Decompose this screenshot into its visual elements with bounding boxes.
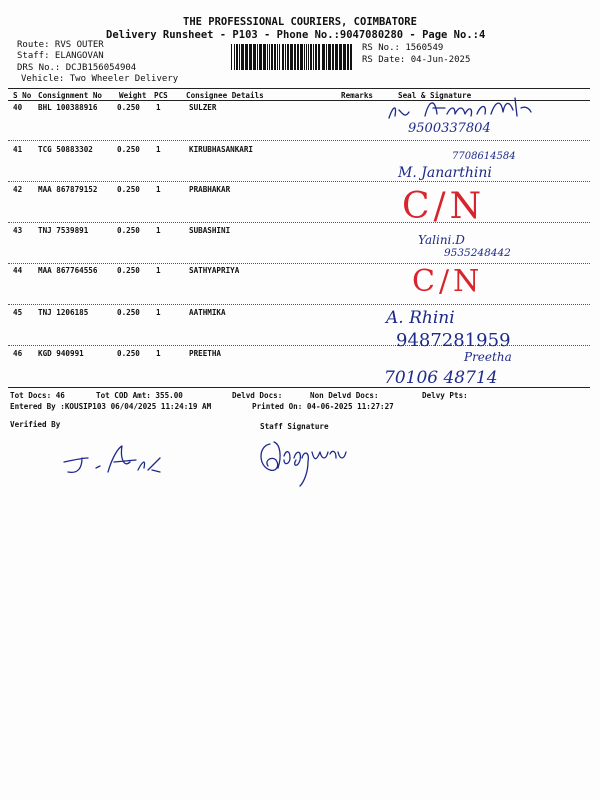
- company-title: THE PROFESSIONAL COURIERS, COIMBATORE: [183, 16, 417, 28]
- row-weight: 0.250: [117, 349, 140, 358]
- rs-date: RS Date: 04-Jun-2025: [362, 55, 471, 65]
- row-pcs: 1: [156, 103, 161, 112]
- col-pcs: PCS: [154, 91, 168, 100]
- barcode-bar: [350, 44, 352, 70]
- row-consignment: TNJ 7539891: [38, 226, 89, 235]
- row-weight: 0.250: [117, 185, 140, 194]
- col-consignment: Consignment No: [38, 91, 103, 100]
- barcode-bar: [332, 44, 334, 70]
- row-consignment: MAA 867879152: [38, 185, 98, 194]
- route-label: Route: RVS OUTER: [17, 40, 104, 50]
- row-sno: 45: [13, 308, 23, 317]
- row-weight: 0.250: [117, 145, 140, 154]
- total-docs: Tot Docs: 46: [10, 391, 65, 400]
- barcode-bar: [343, 44, 346, 70]
- row-weight: 0.250: [117, 226, 140, 235]
- row-pcs: 1: [156, 266, 161, 275]
- row-consignee: SUBASHINI: [189, 226, 231, 235]
- row-consignment: TNJ 1206185: [38, 308, 89, 317]
- row-sno: 40: [13, 103, 23, 112]
- barcode-bar: [269, 44, 270, 70]
- barcode-bar: [285, 44, 286, 70]
- row-sno: 41: [13, 145, 23, 154]
- col-remarks: Remarks: [341, 91, 374, 100]
- row-divider: [8, 140, 590, 141]
- barcode-bar: [290, 44, 293, 70]
- barcode-bar: [236, 44, 238, 70]
- barcode-bar: [274, 44, 276, 70]
- barcode-bar: [328, 44, 331, 70]
- verifier-signature: [60, 444, 170, 478]
- row-weight: 0.250: [117, 266, 140, 275]
- col-weight: Weight: [119, 91, 147, 100]
- handwritten-cn-row44: C/N: [412, 264, 484, 299]
- row-consignment: TCG 50883302: [38, 145, 93, 154]
- barcode-bar: [326, 44, 327, 70]
- runsheet-subtitle: Delivery Runsheet - P103 - Phone No.:9047080280 - Page No.:4: [106, 29, 486, 41]
- barcode-bar: [347, 44, 349, 70]
- row-weight: 0.250: [117, 308, 140, 317]
- barcode-bar: [267, 44, 268, 70]
- row-divider: [8, 263, 590, 264]
- barcode-bar: [304, 44, 305, 70]
- barcode-bar: [339, 44, 342, 70]
- staff-signature-label: Staff Signature: [260, 422, 329, 431]
- row-sno: 44: [13, 266, 23, 275]
- barcode-bar: [310, 44, 312, 70]
- delivery-points: Delvy Pts:: [422, 391, 468, 400]
- barcode-bar: [282, 44, 284, 70]
- barcode-bar: [335, 44, 338, 70]
- row-divider: [8, 181, 590, 182]
- barcode-bar: [271, 44, 273, 70]
- printed-on: Printed On: 04-06-2025 11:27:27: [252, 402, 394, 411]
- barcode-bar: [313, 44, 314, 70]
- row-consignee: PREETHA: [189, 349, 222, 358]
- verified-by-label: Verified By: [10, 420, 61, 429]
- handwritten-name-row41: M. Janarthini: [398, 165, 492, 181]
- row-consignee: AATHMIKA: [189, 308, 226, 317]
- rs-number: RS No.: 1560549: [362, 43, 444, 53]
- row-consignee: SATHYAPRIYA: [189, 266, 240, 275]
- handwritten-phone-row43: 9535248442: [444, 247, 511, 259]
- barcode-bar: [315, 44, 317, 70]
- signature-row40: [385, 96, 535, 122]
- barcode-bar: [294, 44, 296, 70]
- handwritten-name-row46: Preetha: [464, 350, 512, 364]
- barcode-bar: [249, 44, 252, 70]
- row-pcs: 1: [156, 226, 161, 235]
- staff-label: Staff: ELANGOVAN: [17, 51, 104, 61]
- table-top-rule: [8, 88, 590, 89]
- handwritten-name-row45: A. Rhini: [386, 308, 455, 328]
- row-pcs: 1: [156, 349, 161, 358]
- col-seal-signature: Seal & Signature: [398, 91, 472, 100]
- barcode-bar: [245, 44, 248, 70]
- drs-number: DRS No.: DCJB156054904: [17, 63, 137, 73]
- row-divider: [8, 304, 590, 305]
- col-consignee: Consignee Details: [186, 91, 264, 100]
- row-sno: 43: [13, 226, 23, 235]
- staff-signature: [256, 436, 348, 488]
- barcode-bar: [322, 44, 325, 70]
- barcode-bar: [306, 44, 307, 70]
- row-pcs: 1: [156, 145, 161, 154]
- barcode-bar: [259, 44, 262, 70]
- barcode-bar: [253, 44, 256, 70]
- handwritten-phone-row45: 9487281959: [396, 330, 511, 351]
- handwritten-phone-row46: 70106 48714: [384, 368, 498, 388]
- handwritten-name-row43: Yalini.D: [418, 233, 465, 247]
- barcode-bar: [279, 44, 280, 70]
- barcode-bar: [300, 44, 303, 70]
- row-consignee: PRABHAKAR: [189, 185, 231, 194]
- table-bottom-rule: [8, 387, 590, 388]
- row-consignee: KIRUBHASANKARI: [189, 145, 254, 154]
- row-divider: [8, 222, 590, 223]
- barcode-bar: [318, 44, 320, 70]
- row-consignment: KGD 940991: [38, 349, 84, 358]
- col-sno: S No: [13, 91, 32, 100]
- handwritten-cn-row42: C/N: [402, 186, 486, 227]
- entered-by: Entered By :KOUSIP103 06/04/2025 11:24:19 AM: [10, 402, 212, 411]
- non-delivered-docs: Non Delvd Docs:: [310, 391, 379, 400]
- vehicle-label: Vehicle: Two Wheeler Delivery: [21, 74, 179, 84]
- row-consignee: SULZER: [189, 103, 217, 112]
- row-weight: 0.250: [117, 103, 140, 112]
- row-sno: 46: [13, 349, 23, 358]
- barcode-bar: [241, 44, 244, 70]
- row-pcs: 1: [156, 308, 161, 317]
- row-consignment: MAA 867764556: [38, 266, 98, 275]
- barcode-bar: [308, 44, 309, 70]
- row-sno: 42: [13, 185, 23, 194]
- barcode: [231, 44, 353, 70]
- delivered-docs: Delvd Docs:: [232, 391, 283, 400]
- barcode-bar: [231, 44, 232, 70]
- total-cod-amount: Tot COD Amt: 355.00: [96, 391, 183, 400]
- barcode-bar: [287, 44, 289, 70]
- barcode-bar: [277, 44, 278, 70]
- row-pcs: 1: [156, 185, 161, 194]
- barcode-bar: [257, 44, 258, 70]
- barcode-bar: [263, 44, 266, 70]
- handwritten-phone-row41: 7708614584: [452, 151, 516, 162]
- handwritten-phone-row40: 9500337804: [408, 121, 491, 136]
- row-consignment: BHL 100388916: [38, 103, 98, 112]
- barcode-bar: [239, 44, 240, 70]
- barcode-bar: [297, 44, 299, 70]
- barcode-bar: [234, 44, 235, 70]
